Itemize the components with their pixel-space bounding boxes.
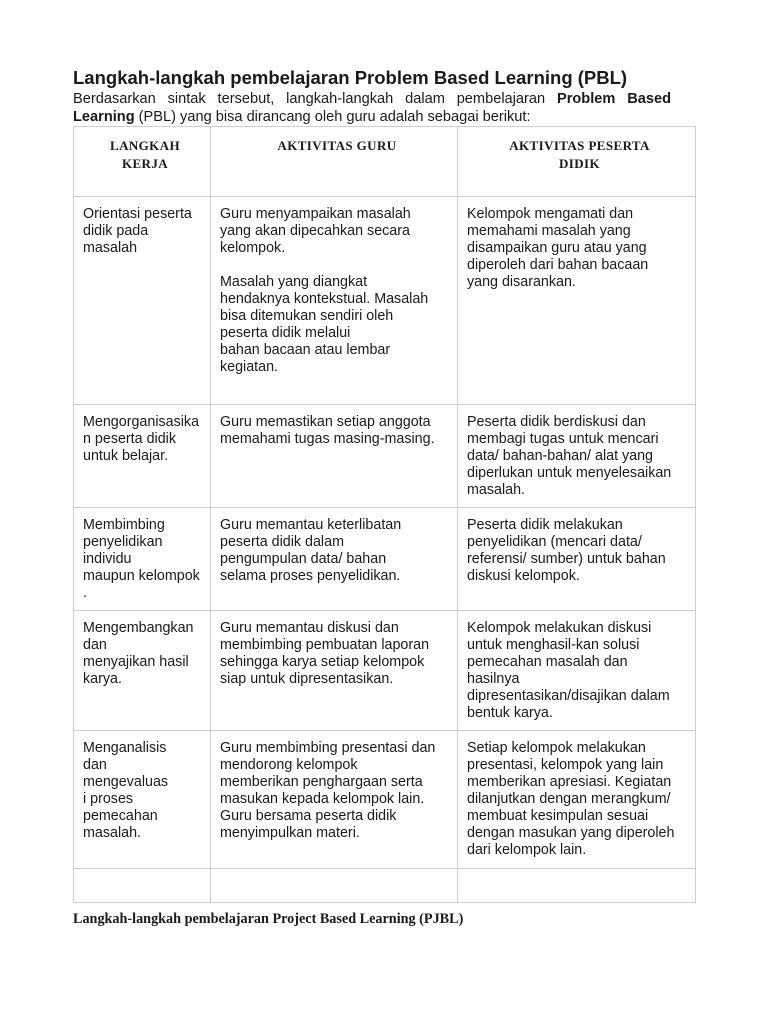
- cell-line: untuk belajar.: [83, 448, 169, 464]
- intro-text-end: (PBL) yang bisa dirancang oleh guru adalah sebagai berikut:: [134, 109, 531, 125]
- student-activity-cell: [458, 405, 696, 508]
- cell-line: disampaikan guru atau yang: [467, 240, 647, 256]
- cell-line: didik pada: [83, 223, 149, 239]
- cell-line: i proses: [83, 791, 134, 807]
- cell-line: dan: [83, 637, 107, 653]
- empty-cell: [458, 869, 696, 903]
- cell-line: presentasi, kelompok yang lain: [467, 757, 664, 773]
- cell-line: dilanjutkan dengan merangkum/: [467, 791, 671, 807]
- cell-line: diskusi kelompok.: [467, 568, 580, 584]
- cell-line: memberikan apresiasi. Kegiatan: [467, 774, 672, 790]
- teacher-activity-cell: [211, 197, 458, 405]
- cell-line: bisa ditemukan sendiri oleh: [220, 308, 394, 324]
- intro-text-start: Berdasarkan sintak tersebut, langkah-langkah dalam pembelajaran: [73, 91, 557, 107]
- cell-line: Mengembangkan: [83, 620, 194, 636]
- cell-line: memahami masalah yang: [467, 223, 631, 239]
- cell-line: selama proses penyelidikan.: [220, 568, 401, 584]
- paragraph-gap: [220, 257, 454, 274]
- teacher-activity-cell: [211, 731, 458, 869]
- step-cell: [74, 731, 211, 869]
- page-title: Langkah-langkah pembelajaran Problem Based Learning (PBL): [73, 67, 628, 88]
- cell-line: masalah: [83, 240, 138, 256]
- cell-line: .: [83, 585, 87, 601]
- cell-line: Guru bersama peserta didik: [220, 808, 397, 824]
- cell-line: Guru memastikan setiap anggota: [220, 414, 431, 430]
- cell-line: karya.: [83, 671, 122, 687]
- cell-line: referensi/ sumber) untuk bahan: [467, 551, 666, 567]
- teacher-activity-cell: [211, 508, 458, 611]
- cell-line: bahan bacaan atau lembar: [220, 342, 391, 358]
- student-activity-cell: [458, 611, 696, 731]
- cell-line: masalah.: [83, 825, 142, 841]
- step-cell: [74, 405, 211, 508]
- cell-line: Peserta didik melakukan: [467, 517, 623, 533]
- cell-line: kegiatan.: [220, 359, 279, 375]
- student-activity-cell: [458, 731, 696, 869]
- table-row: [74, 611, 696, 731]
- cell-line: Guru menyampaikan masalah: [220, 206, 411, 222]
- student-activity-cell: [458, 508, 696, 611]
- next-section-heading: Langkah-langkah pembelajaran Project Based Learning (PJBL): [73, 911, 464, 927]
- teacher-activity-cell: [211, 405, 458, 508]
- cell-line: pengumpulan data/ bahan: [220, 551, 387, 567]
- cell-line: yang akan dipecahkan secara: [220, 223, 410, 239]
- teacher-activity-cell: [211, 611, 458, 731]
- cell-line: Guru membimbing presentasi dan: [220, 740, 436, 756]
- cell-line: penyelidikan (mencari data/: [467, 534, 642, 550]
- cell-line: individu: [83, 551, 132, 567]
- header-aktivitas-guru: AKTIVITAS GURU: [211, 127, 458, 197]
- cell-line: hendaknya kontekstual. Masalah: [220, 291, 429, 307]
- cell-line: dengan masukan yang diperoleh: [467, 825, 675, 841]
- cell-line: peserta didik melalui: [220, 325, 351, 341]
- table-row: [74, 405, 696, 508]
- cell-line: menyajikan hasil: [83, 654, 189, 670]
- cell-line: data/ bahan-bahan/ alat yang: [467, 448, 654, 464]
- cell-line: peserta didik dalam: [220, 534, 344, 550]
- cell-line: membagi tugas untuk mencari: [467, 431, 659, 447]
- cell-line: pemecahan: [83, 808, 158, 824]
- table-row: [74, 731, 696, 869]
- cell-line: untuk menghasil-kan solusi: [467, 637, 640, 653]
- intro-bold-term: Problem Based Learning: [73, 91, 671, 125]
- pbl-steps-table: [73, 126, 696, 903]
- cell-line: membimbing pembuatan laporan: [220, 637, 430, 653]
- cell-line: Setiap kelompok melakukan: [467, 740, 646, 756]
- cell-line: n peserta didik: [83, 431, 176, 447]
- cell-line: mendorong kelompok: [220, 757, 358, 773]
- cell-line: memahami tugas masing-masing.: [220, 431, 435, 447]
- cell-line: kelompok.: [220, 240, 286, 256]
- table-row: [74, 508, 696, 611]
- empty-table-row: [74, 869, 696, 903]
- step-cell: [74, 197, 211, 405]
- cell-line: Orientasi peserta: [83, 206, 192, 222]
- cell-line: diperlukan untuk menyelesaikan: [467, 465, 672, 481]
- cell-line: masukan kepada kelompok lain.: [220, 791, 425, 807]
- empty-cell: [74, 869, 211, 903]
- cell-line: diperoleh dari bahan bacaan: [467, 257, 649, 273]
- cell-line: masalah.: [467, 482, 526, 498]
- cell-line: Masalah yang diangkat: [220, 274, 368, 290]
- document-page: [73, 66, 695, 928]
- cell-line: memberikan penghargaan serta: [220, 774, 423, 790]
- cell-line: bentuk karya.: [467, 705, 553, 721]
- cell-line: Mengorganisasika: [83, 414, 200, 430]
- empty-cell: [211, 869, 458, 903]
- intro-paragraph: [73, 90, 671, 126]
- cell-line: Menganalisis: [83, 740, 167, 756]
- cell-line: Kelompok mengamati dan: [467, 206, 634, 222]
- cell-line: mengevaluas: [83, 774, 169, 790]
- cell-line: hasilnya: [467, 671, 520, 687]
- table-row: [74, 197, 696, 405]
- cell-line: yang disarankan.: [467, 274, 576, 290]
- cell-line: penyelidikan: [83, 534, 163, 550]
- cell-line: dan: [83, 757, 107, 773]
- cell-line: dipresentasikan/disajikan dalam: [467, 688, 670, 704]
- cell-line: maupun kelompok: [83, 568, 200, 584]
- step-cell: [74, 611, 211, 731]
- cell-line: Kelompok melakukan diskusi: [467, 620, 652, 636]
- header-langkah-kerja: LANGKAH KERJA: [74, 127, 211, 197]
- cell-line: membuat kesimpulan sesuai: [467, 808, 649, 824]
- cell-line: Peserta didik berdiskusi dan: [467, 414, 646, 430]
- step-cell: [74, 508, 211, 611]
- cell-line: sehingga karya setiap kelompok: [220, 654, 425, 670]
- student-activity-cell: [458, 197, 696, 405]
- cell-line: Guru memantau diskusi dan: [220, 620, 399, 636]
- header-aktivitas-peserta-didik: AKTIVITAS PESERTA DIDIK: [458, 127, 696, 197]
- cell-line: siap untuk dipresentasikan.: [220, 671, 394, 687]
- table-body: [74, 197, 696, 903]
- cell-line: Guru memantau keterlibatan: [220, 517, 402, 533]
- table-header-row: [74, 127, 696, 197]
- cell-line: dari kelompok lain.: [467, 842, 587, 858]
- cell-line: pemecahan masalah dan: [467, 654, 628, 670]
- cell-line: Membimbing: [83, 517, 165, 533]
- cell-line: menyimpulkan materi.: [220, 825, 360, 841]
